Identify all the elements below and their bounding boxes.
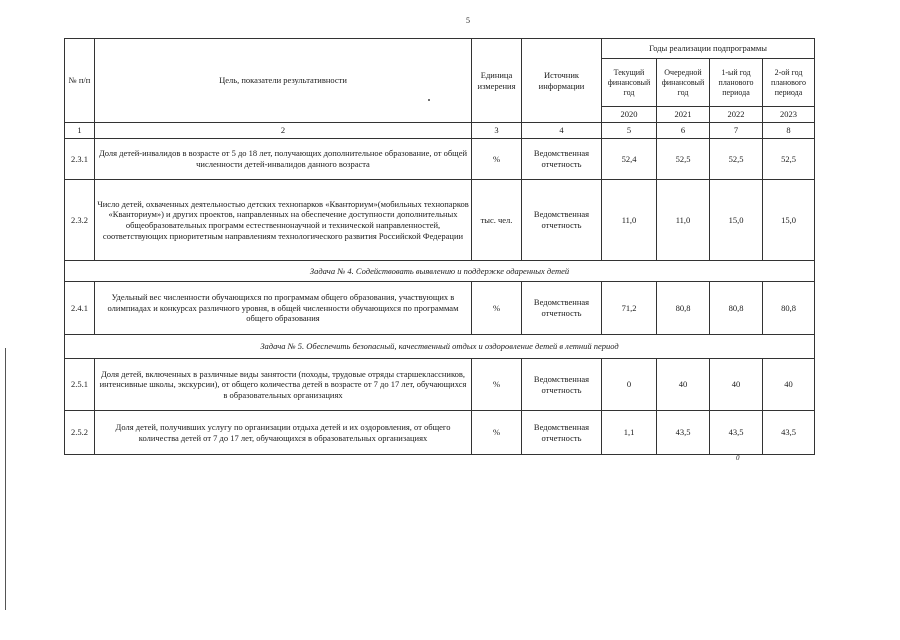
row-value-2023: 40 (763, 359, 815, 411)
header-col-plan2: 2-ой год планового периода (763, 59, 815, 107)
row-value-2020: 52,4 (602, 139, 657, 180)
row-value-2020: 1,1 (602, 411, 657, 455)
row-value-2023: 43,5 (763, 411, 815, 455)
row-source: Ведомственная отчетность (522, 411, 602, 455)
col-number: 3 (472, 123, 522, 139)
table-row (65, 139, 815, 180)
task-row (65, 335, 815, 359)
handwritten-mark: 0 (736, 454, 740, 462)
header-col-plan1: 1-ый год планового периода (710, 59, 763, 107)
row-value-2021: 40 (657, 359, 710, 411)
table-row (65, 282, 815, 335)
row-value-2021: 11,0 (657, 180, 710, 261)
header-col-current: Текущий финансовый год (602, 59, 657, 107)
col-number: 6 (657, 123, 710, 139)
row-goal: Доля детей, включенных в различные виды занятости (походы, трудовые отряды старшеклассников, интенсивные школы, экскурсии), от общего количества детей в возрасте от 7 до 17 лет, обучающихся в образовательных организациях (95, 359, 472, 411)
row-num: 2.3.1 (65, 139, 95, 180)
col-number: 1 (65, 123, 95, 139)
task-5-heading: Задача № 5. Обеспечить безопасный, качественный отдых и оздоровление детей в летний период (65, 335, 815, 359)
row-value-2023: 52,5 (763, 139, 815, 180)
row-source: Ведомственная отчетность (522, 180, 602, 261)
table-row (65, 411, 815, 455)
row-value-2021: 52,5 (657, 139, 710, 180)
row-value-2020: 71,2 (602, 282, 657, 335)
row-unit: % (472, 139, 522, 180)
row-num: 2.5.2 (65, 411, 95, 455)
header-goal: Цель, показатели результативности (95, 39, 472, 123)
row-value-2023: 15,0 (763, 180, 815, 261)
task-4-heading: Задача № 4. Содействовать выявлению и поддержке одаренных детей (65, 261, 815, 282)
header-num: № п/п (65, 39, 95, 123)
table-row (65, 359, 815, 411)
row-source: Ведомственная отчетность (522, 359, 602, 411)
row-goal: Удельный вес численности обучающихся по программам общего образования, участвующих в олимпиадах и конкурсах различного уровня, в общей численности обучающихся по программам общего образования (95, 282, 472, 335)
col-number: 7 (710, 123, 763, 139)
row-value-2020: 0 (602, 359, 657, 411)
header-year-plan1: 2022 (710, 107, 763, 123)
table-row (65, 180, 815, 261)
header-col-next: Очередной финансовый год (657, 59, 710, 107)
col-number: 4 (522, 123, 602, 139)
col-number: 5 (602, 123, 657, 139)
page-number: 5 (466, 16, 470, 25)
row-unit: тыс. чел. (472, 180, 522, 261)
header-years-group: Годы реализации подпрограммы (602, 39, 815, 59)
indicators-table (64, 38, 815, 455)
row-goal: Число детей, охваченных деятельностью детских технопарков «Кванториум»(мобильных технопарков «Кванториум») и других проектов, направленных на обеспечение доступности дополнительных общеобразовательных программ естественнонаучной и технической направленностей, соответствующих приоритетным направлениям технологического развития Российской Федерации (95, 180, 472, 261)
row-num: 2.4.1 (65, 282, 95, 335)
row-value-2022: 43,5 (710, 411, 763, 455)
row-value-2023: 80,8 (763, 282, 815, 335)
header-source: Источник информации (522, 39, 602, 123)
row-unit: % (472, 359, 522, 411)
header-unit: Единица измерения (472, 39, 522, 123)
header-year-plan2: 2023 (763, 107, 815, 123)
col-number: 2 (95, 123, 472, 139)
row-num: 2.5.1 (65, 359, 95, 411)
row-unit: % (472, 282, 522, 335)
task-row (65, 261, 815, 282)
row-value-2022: 80,8 (710, 282, 763, 335)
row-unit: % (472, 411, 522, 455)
header-year-next: 2021 (657, 107, 710, 123)
row-value-2022: 15,0 (710, 180, 763, 261)
scan-margin-line (5, 348, 6, 610)
row-num: 2.3.2 (65, 180, 95, 261)
header-year-current: 2020 (602, 107, 657, 123)
row-value-2021: 43,5 (657, 411, 710, 455)
row-value-2021: 80,8 (657, 282, 710, 335)
row-source: Ведомственная отчетность (522, 282, 602, 335)
row-source: Ведомственная отчетность (522, 139, 602, 180)
header-row-group (65, 39, 815, 59)
row-value-2022: 40 (710, 359, 763, 411)
row-goal: Доля детей, получивших услугу по организации отдыха детей и их оздоровления, от общего количества детей от 7 до 17 лет, обучающихся в образовательных организациях (95, 411, 472, 455)
row-value-2022: 52,5 (710, 139, 763, 180)
row-goal: Доля детей-инвалидов в возрасте от 5 до 18 лет, получающих дополнительное образование, от общей численности детей-инвалидов данного возраста (95, 139, 472, 180)
col-number: 8 (763, 123, 815, 139)
column-number-row (65, 123, 815, 139)
row-value-2020: 11,0 (602, 180, 657, 261)
